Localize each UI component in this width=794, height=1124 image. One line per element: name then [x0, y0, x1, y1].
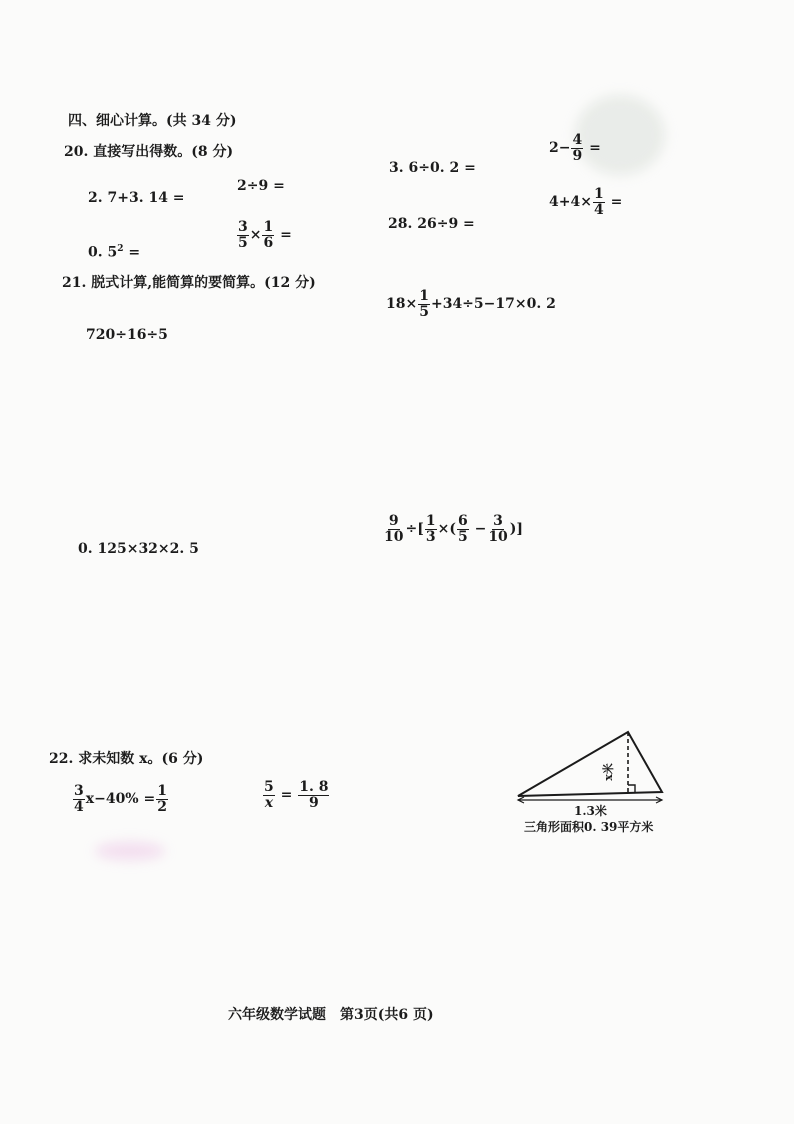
- operator: ×(: [437, 521, 456, 538]
- equals-sign: =: [275, 787, 298, 804]
- operator: )]: [509, 521, 524, 538]
- fraction: [237, 220, 249, 250]
- numerator: 1: [425, 513, 436, 529]
- q20-item-6: [236, 220, 292, 250]
- numerator: 1: [263, 219, 274, 235]
- operator: −: [469, 521, 487, 538]
- numerator: 6: [457, 513, 468, 529]
- fraction: [383, 514, 404, 544]
- equation-body: x−40% =: [85, 791, 156, 808]
- fraction: [487, 514, 508, 544]
- equals-sign: =: [584, 140, 601, 157]
- denominator: 4: [74, 798, 84, 815]
- denominator: 10: [488, 528, 508, 545]
- fraction: [156, 784, 168, 814]
- denominator: 2: [157, 798, 167, 815]
- q21-problem-2: [386, 289, 556, 319]
- fraction: [425, 514, 437, 544]
- fraction: [73, 784, 85, 814]
- fraction: [298, 780, 329, 810]
- operator: ÷[: [405, 521, 424, 538]
- numerator: 9: [388, 513, 399, 529]
- fraction: [418, 289, 430, 319]
- q22-equation-2: [262, 780, 330, 810]
- fraction: [571, 133, 583, 163]
- numerator: 1: [593, 186, 604, 202]
- q20-item-5: [88, 244, 140, 261]
- q21-problem-4: [382, 514, 523, 544]
- denominator: 4: [593, 201, 604, 218]
- denominator: 3: [425, 528, 436, 545]
- denominator: 10: [384, 528, 404, 545]
- section-title: 四、细心计算。(共 34 分): [68, 113, 237, 129]
- denominator: 5: [419, 303, 429, 320]
- equals-sign: =: [123, 244, 141, 261]
- numerator: 1: [157, 783, 167, 799]
- equals-sign: =: [605, 194, 623, 211]
- denominator: 5: [238, 234, 248, 251]
- expression-head: 4+4×: [549, 194, 592, 211]
- denominator: 9: [572, 147, 583, 164]
- fraction: [263, 780, 275, 810]
- expression-tail: +34÷5−17×0. 2: [430, 296, 556, 313]
- fraction: [457, 514, 469, 544]
- fraction: [593, 187, 605, 217]
- triangle-caption: 三角形面积0. 39平方米: [524, 820, 654, 834]
- denominator: 9: [308, 794, 319, 811]
- q20-item-4: [549, 133, 601, 163]
- numerator: 3: [238, 219, 248, 235]
- numerator: 3: [74, 783, 84, 799]
- exponent: 2: [117, 244, 124, 254]
- numerator: 5: [264, 779, 274, 795]
- triangle-figure: [514, 728, 674, 808]
- q21-problem-3: 0. 125×32×2. 5: [78, 541, 199, 557]
- q20-title: 20. 直接写出得数。(8 分): [64, 144, 234, 160]
- numerator: 4: [572, 132, 583, 148]
- q21-problem-1: 720÷16÷5: [86, 327, 168, 343]
- expression-head: 18×: [386, 296, 418, 313]
- q20-item-7: 28. 26÷9 =: [388, 216, 475, 232]
- numerator: 3: [493, 513, 503, 529]
- denominator: 6: [263, 234, 274, 251]
- right-angle-mark: [628, 785, 635, 792]
- triangle-base-label: 1.3米: [574, 804, 607, 818]
- base: 0. 5: [88, 244, 118, 261]
- fraction: [262, 220, 274, 250]
- denominator: 5: [457, 528, 468, 545]
- denominator: x: [264, 794, 274, 811]
- numerator: 1: [419, 288, 429, 304]
- q22-equation-1: [72, 784, 169, 814]
- q20-item-3: 3. 6÷0. 2 =: [389, 160, 476, 176]
- q20-item-4-whole: 2−: [549, 140, 571, 157]
- q22-title: 22. 求未知数 x。(6 分): [49, 751, 204, 767]
- q21-title: 21. 脱式计算,能简算的要简算。(12 分): [62, 275, 316, 291]
- numerator: 1. 8: [299, 779, 329, 795]
- equals-sign: =: [275, 227, 292, 244]
- q20-item-1: 2. 7+3. 14 =: [88, 190, 185, 206]
- triangle-height-label: x米: [601, 763, 615, 781]
- q20-item-2: 2÷9 =: [237, 178, 285, 194]
- q20-item-8: [549, 187, 622, 217]
- pink-smudge: [95, 842, 165, 860]
- operator: ×: [249, 227, 262, 244]
- page-footer: 六年级数学试题 第3页(共6 页): [228, 1007, 434, 1023]
- triangle: [518, 732, 662, 796]
